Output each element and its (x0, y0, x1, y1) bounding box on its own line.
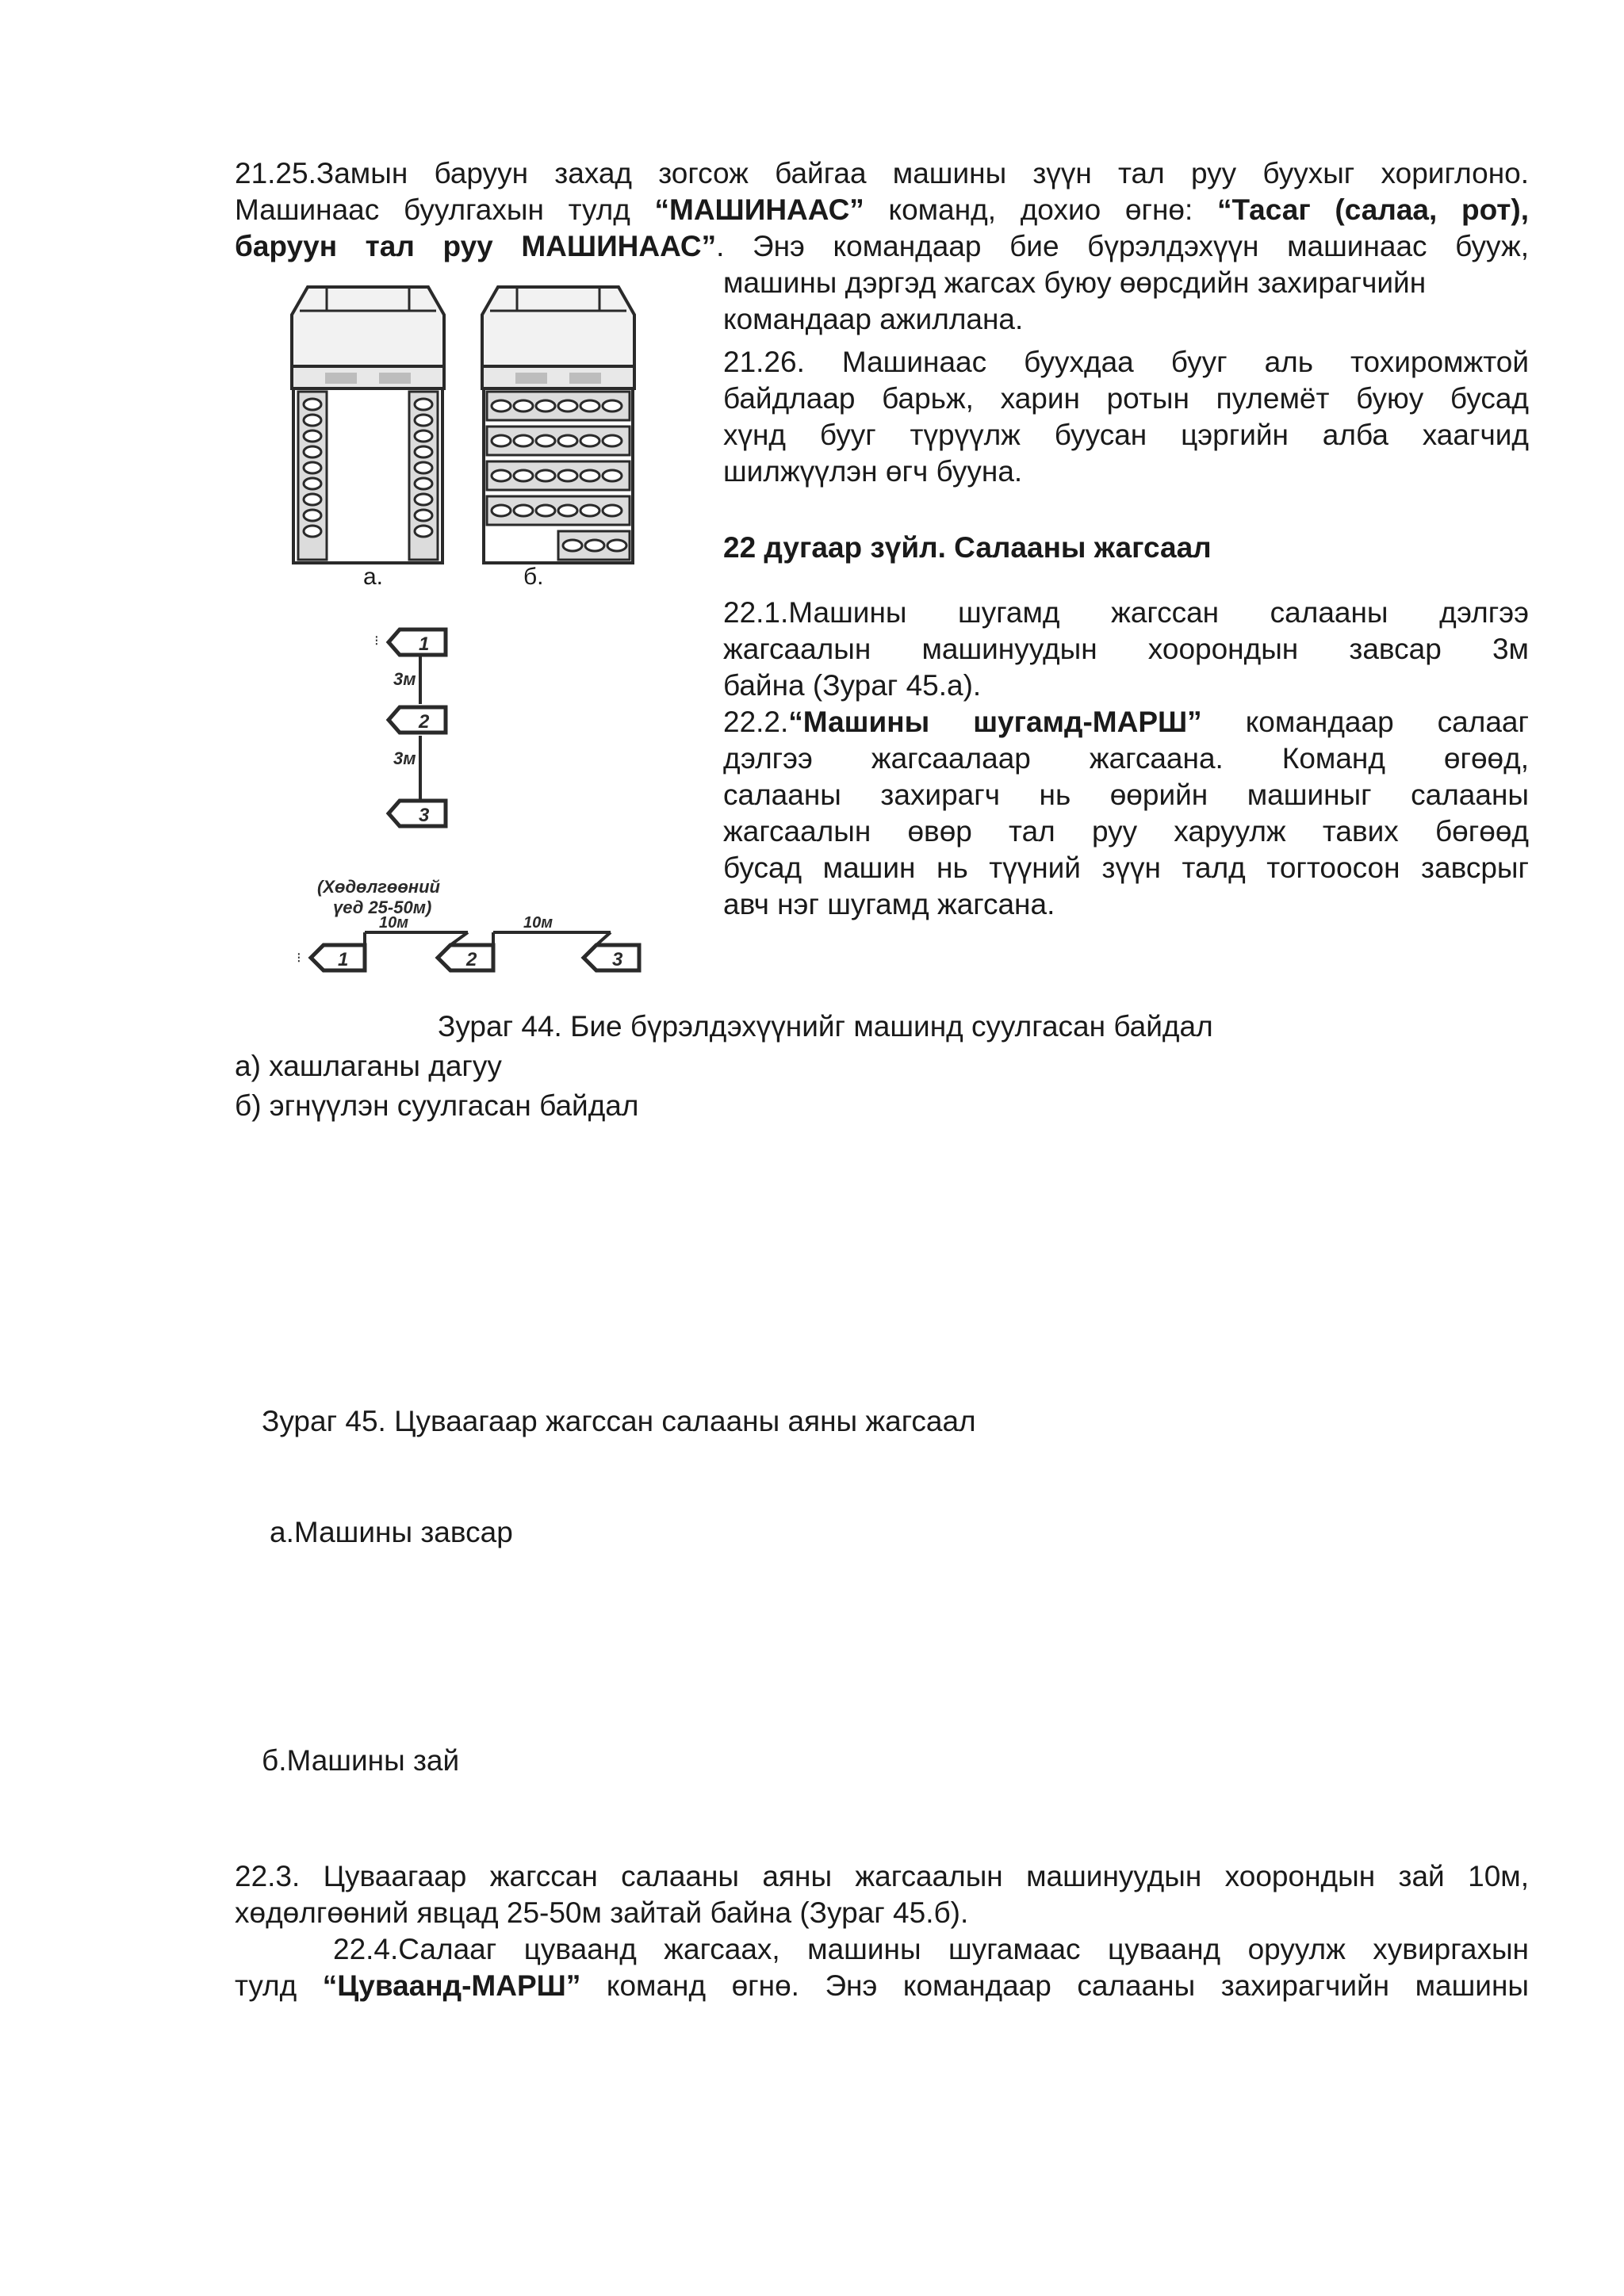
moving-note-line-1: (Хөдөлгөөний (317, 877, 440, 897)
paragraph-22-4-line-1: 22.4.Салааг цуваанд жагсаах, машины шугамаас цуваанд оруулж хувиргахын (333, 1933, 1529, 1965)
figure-44-item-b: б) эгнүүлэн суулгасан байдал (235, 1089, 639, 1122)
section-22-title: 22 дугаар зүйл. Салааны жагсаал (723, 531, 1212, 564)
paragraph-21-25-line-2 (235, 192, 1529, 228)
paragraph-21-25-line-3 (235, 228, 1529, 265)
column-formation-diagram (293, 869, 658, 980)
gap-label-10m: 10м (379, 914, 409, 932)
vehicle-number-3: 3 (419, 805, 430, 826)
paragraph-21-26-line-1: 21.26. Машинаас буухдаа бууг аль тохиромжтой (723, 346, 1529, 378)
paragraph-21-26-line-2: байдлаар барьж, харин ротын пулемёт буюу бусад (723, 382, 1529, 415)
text-run: Машинаас буулгахын тулд (235, 193, 655, 226)
paragraph-22-2-line-3: салааны захирагч нь өөрийн машиныг салааны (723, 779, 1529, 811)
paragraph-22-3-line-2: хөдөлгөөний явцад 25-50м зайтай байна (Зураг 45.б). (235, 1896, 969, 1929)
paragraph-21-25-line-4: машины дэргэд жагсах буюу өөрсдийн захирагчийн (723, 266, 1427, 299)
paragraph-21-26-line-3: хүнд бууг түрүүлж буусан цэргийн алба хаагчид (723, 419, 1529, 451)
vehicle-number-1: 1 (419, 633, 430, 655)
text-run: команд, дохио өгнө: (864, 193, 1217, 226)
figure-45-item-a: а.Машины завсар (270, 1516, 513, 1548)
antenna-mark: ⁝ (297, 950, 301, 966)
paragraph-22-1-line-3: байна (Зураг 45.а). (723, 669, 982, 702)
moving-note-line-2: үед 25-50м) (333, 897, 432, 917)
paragraph-21-26-line-4: шилжүүлэн өгч бууна. (723, 455, 1023, 488)
paragraph-22-2-line-5: бусад машин нь түүний зүүн талд тогтоосон завсрыг (723, 851, 1529, 884)
vehicle-number-2: 2 (419, 711, 430, 733)
paragraph-22-3-line-1: 22.3. Цуваагаар жагссан салааны аяны жагсаалын машинуудын хоорондын зай 10м, (235, 1860, 1529, 1892)
antenna-mark: ⁝ (374, 633, 379, 649)
figure-44-item-a: а) хашлаганы дагуу (235, 1050, 502, 1082)
text-run: . Энэ командаар бие бүрэлдэхүүн машинаас бууж, (716, 230, 1529, 262)
command-text: “Цуваанд-МАРШ” (322, 1969, 581, 2002)
vehicle-number-3: 3 (612, 949, 623, 970)
gap-label-3m: 3м (393, 669, 416, 689)
command-text: баруун тал руу МАШИНААС” (235, 230, 717, 262)
paragraph-22-2-line-4: жагсаалын өвөр тал руу харуулж тавих бөгөөд (723, 815, 1529, 848)
vehicle-marker-3 (389, 801, 446, 826)
figure-45-item-b: б.Машины зай (262, 1744, 460, 1777)
gap-label-3m: 3м (393, 748, 416, 768)
text-run: 22.2. (723, 706, 789, 738)
paragraph-22-2-line-6: авч нэг шугамд жагсана. (723, 888, 1055, 920)
vehicle-marker-2 (389, 707, 446, 733)
figure-44-label-a: а. (363, 564, 384, 590)
truck-a-drawing (292, 287, 444, 563)
column-vehicle-marker-3 (584, 932, 639, 970)
text-run: командаар салааг (1201, 706, 1529, 738)
figure-44-label-b: б. (523, 564, 544, 590)
paragraph-22-2-line-1 (723, 704, 1529, 740)
paragraph-22-2-line-2: дэлгээ жагсаалаар жагсаана. Команд өгөөд, (723, 742, 1529, 775)
paragraph-21-25-line-1: 21.25.Замын баруун захад зогсож байгаа машины зүүн тал руу буухыг хориглоно. (235, 157, 1529, 189)
vehicle-number-1: 1 (338, 949, 349, 970)
figure-45-caption: Зураг 45. Цуваагаар жагссан салааны аяны жагсаал (262, 1405, 976, 1437)
command-text: “Машины шугамд-МАРШ” (788, 706, 1202, 738)
vehicle-marker-1 (374, 629, 446, 655)
truck-b-drawing (482, 287, 634, 563)
command-text: “Тасаг (салаа, рот), (1216, 193, 1529, 226)
gap-label-10m: 10м (523, 914, 553, 932)
column-vehicle-marker-2 (438, 932, 508, 970)
figure-44-truck-seating-illustration (285, 279, 650, 572)
column-vehicle-marker-1 (297, 932, 365, 970)
text-run: команд өгнө. Энэ командаар салааны захирагчийн машины (580, 1969, 1530, 2002)
figure-44-caption: Зураг 44. Бие бүрэлдэхүүнийг машинд суулгасан байдал (438, 1010, 1213, 1043)
command-text: “МАШИНААС” (654, 193, 864, 226)
paragraph-22-4-line-2 (235, 1968, 1529, 2004)
vehicle-number-2: 2 (466, 949, 477, 970)
text-run: тулд (235, 1969, 323, 2002)
paragraph-21-25-line-5: командаар ажиллана. (723, 303, 1024, 335)
line-formation-diagram (373, 618, 476, 848)
paragraph-22-1-line-2: жагсаалын машинуудын хоорондын завсар 3м (723, 633, 1529, 665)
paragraph-22-1-line-1: 22.1.Машины шугамд жагссан салааны дэлгээ (723, 596, 1529, 629)
